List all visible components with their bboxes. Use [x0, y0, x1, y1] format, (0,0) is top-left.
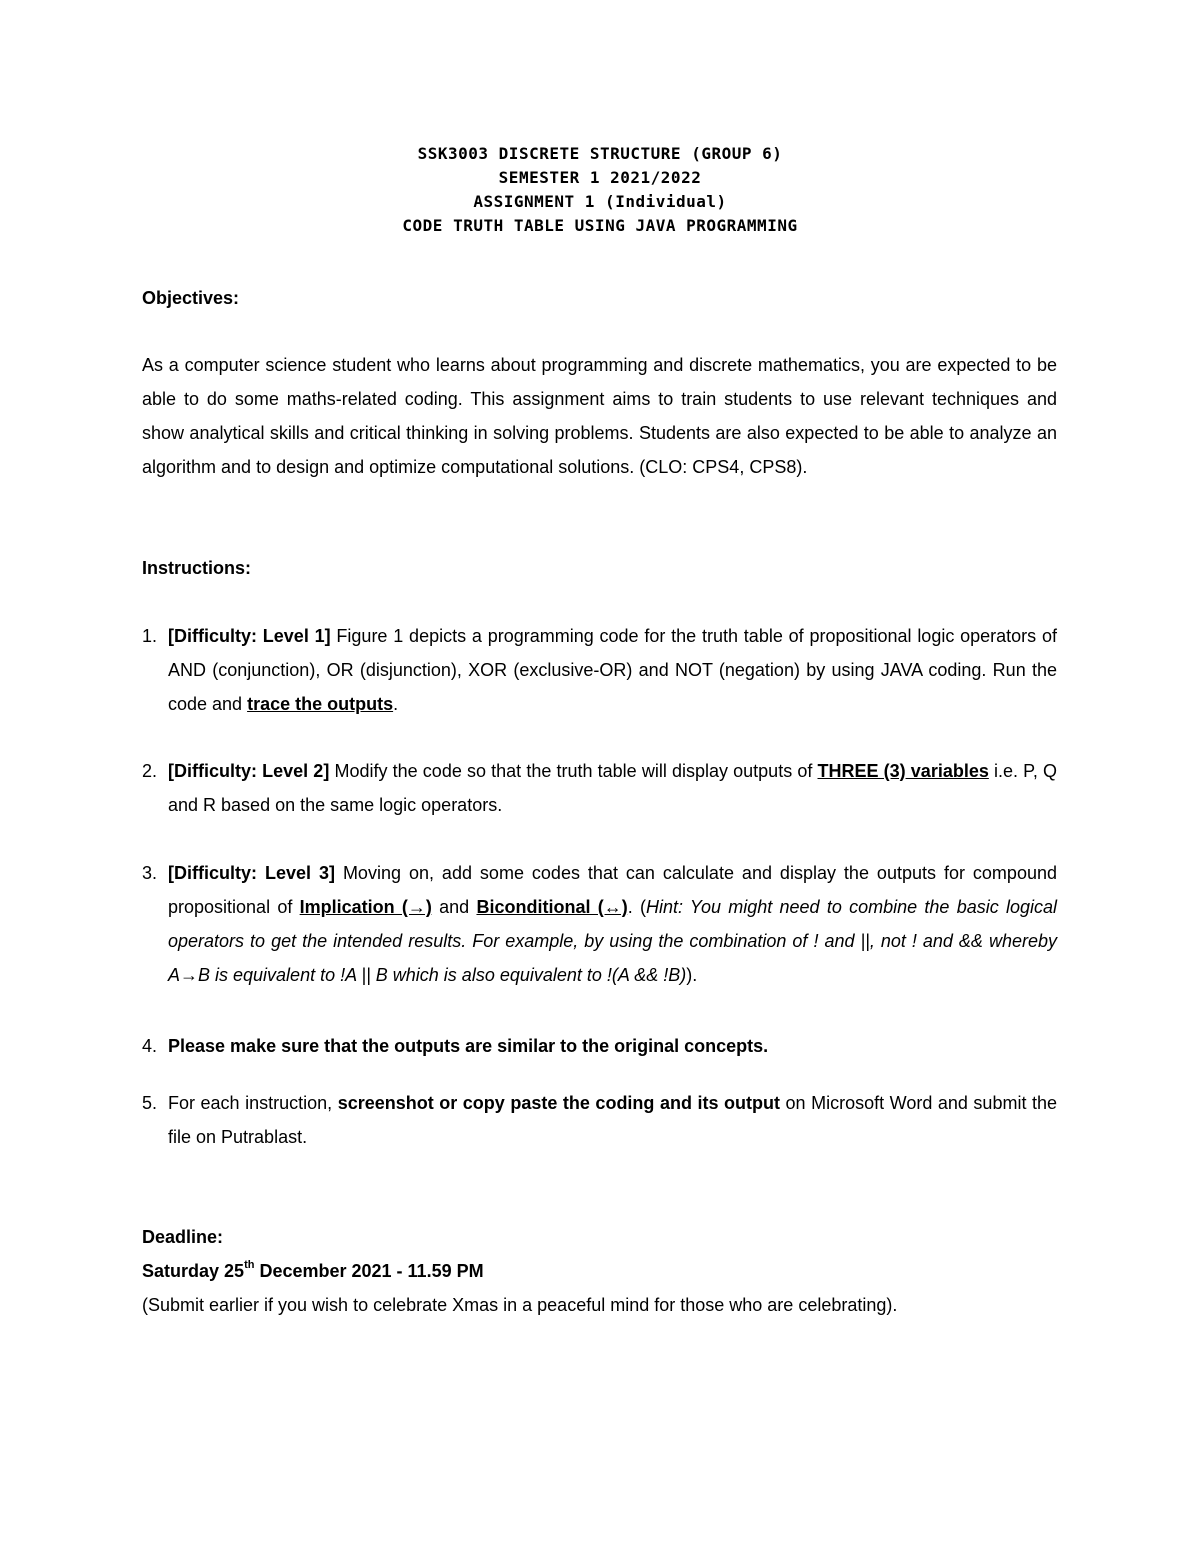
item-number: 3. [142, 863, 158, 883]
item-number: 5. [142, 1093, 158, 1113]
deadline-date-rest: December 2021 - 11.59 PM [254, 1261, 484, 1281]
item-text [168, 754, 1057, 822]
instruction-item-2 [142, 754, 1057, 822]
implication-term: Implication (→) [299, 897, 432, 917]
deadline-date-suffix: th [244, 1259, 255, 1271]
difficulty-label: [Difficulty: Level 1] [168, 626, 331, 646]
item-text [168, 1086, 1057, 1154]
instruction-item-1 [142, 619, 1057, 721]
instruction-item-3 [142, 856, 1057, 992]
item-body: Figure 1 depicts a programming code for the truth table of propositional logic operators of AND (conjunction), OR (disjunction), XOR (exclusive-OR) and NOT (negation) by using JAVA coding. Run the code and [168, 626, 1057, 714]
item-number: 2. [142, 761, 158, 781]
course-title: SSK3003 DISCRETE STRUCTURE (GROUP 6) [417, 144, 783, 163]
item-body: For each instruction, [168, 1093, 338, 1113]
item-number: 4. [142, 1036, 158, 1056]
document-header [0, 142, 1200, 238]
instruction-item-5 [142, 1086, 1057, 1154]
emphasis-text: THREE (3) variables [817, 761, 989, 781]
objectives-paragraph: As a computer science student who learns about programming and discrete mathematics, you are expected to be able to do some maths-related coding. This assignment aims to train students to use relevant techniques and show analytical skills and critical thinking in solving problems. Students are also expected to be able to analyze an algorithm and to design and optimize computational solutions. (CLO: CPS4, CPS8). [142, 355, 1057, 477]
hint-text: Hint: You might need to combine the basic logical operators to get the intended results. For example, by using the combination of ! and ||, not ! and && whereby A→B is equivalent to !A || B which is also equivalent to !(A && !B) [168, 897, 1058, 985]
deadline-date [142, 1254, 1057, 1288]
item-body-end: i.e. P, Q and R based on the same logic operators. [168, 761, 1057, 815]
difficulty-label: [Difficulty: Level 3] [168, 863, 335, 883]
item-number: 1. [142, 626, 158, 646]
emphasis-text: trace the outputs [247, 694, 394, 714]
item-body: Modify the code so that the truth table will display outputs of [329, 761, 818, 781]
deadline-heading: Deadline: [142, 1227, 224, 1247]
deadline-note: (Submit earlier if you wish to celebrate Xmas in a peaceful mind for those who are celebrating). [142, 1295, 898, 1315]
instructions-heading: Instructions: [142, 558, 252, 578]
item-body-end: on Microsoft Word and submit the file on Putrablast. [168, 1093, 1058, 1147]
assignment-line: ASSIGNMENT 1 (Individual) [473, 192, 727, 211]
biconditional-term: Biconditional (↔) [476, 897, 628, 917]
item-body-end: . [393, 694, 399, 714]
item-paren-open: . ( [627, 897, 646, 917]
item-text [168, 619, 1057, 721]
difficulty-label: [Difficulty: Level 2] [168, 761, 330, 781]
item-text [168, 1029, 1057, 1063]
item-connector: and [431, 897, 477, 917]
item-emphasis: screenshot or copy paste the coding and its output [337, 1093, 781, 1113]
semester-line: SEMESTER 1 2021/2022 [498, 168, 702, 187]
objectives-heading: Objectives: [142, 288, 240, 308]
assignment-title: CODE TRUTH TABLE USING JAVA PROGRAMMING [402, 216, 798, 235]
deadline-date-day: Saturday 25 [142, 1261, 245, 1281]
item-text [168, 856, 1057, 992]
instruction-item-4 [142, 1029, 1057, 1063]
item-body: Moving on, add some codes that can calculate and display the outputs for compound propositional of [168, 863, 1057, 917]
item-emphasis: Please make sure that the outputs are similar to the original concepts. [168, 1036, 769, 1056]
item-paren-close: ). [686, 965, 698, 985]
